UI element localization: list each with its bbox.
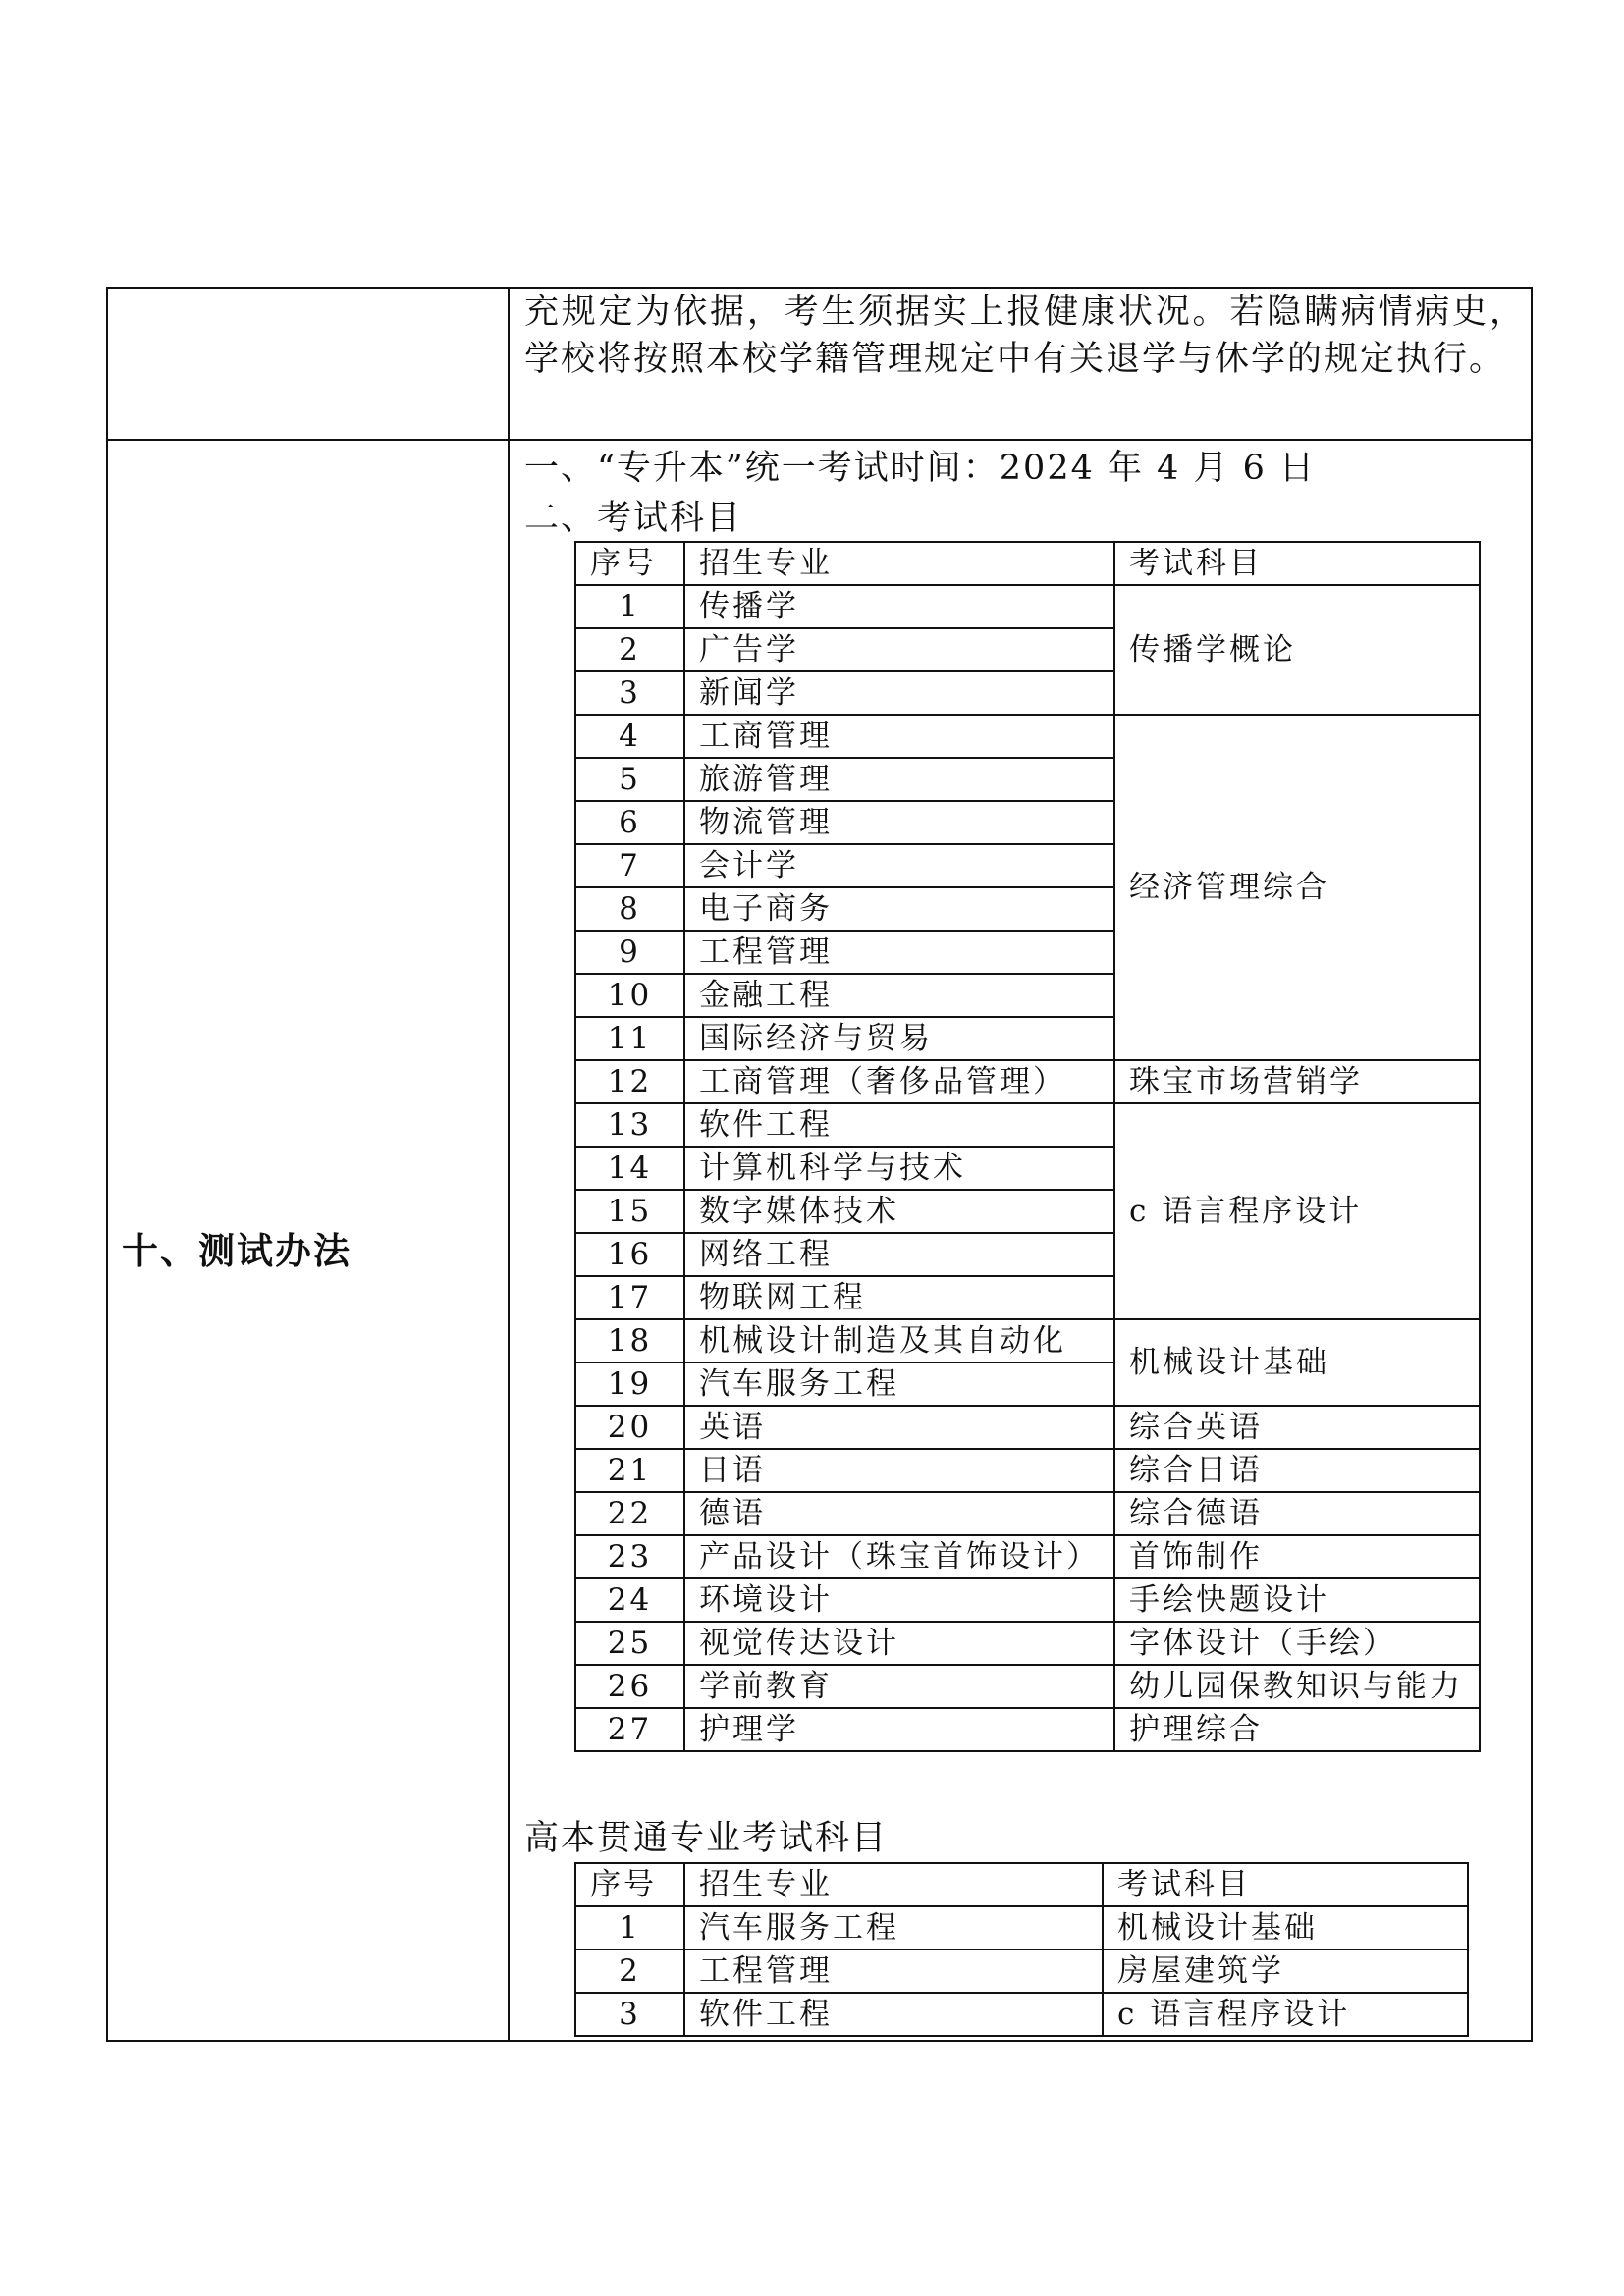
row-number: 4 bbox=[575, 715, 684, 758]
major-cell: 德语 bbox=[684, 1492, 1114, 1535]
row-number: 22 bbox=[575, 1492, 684, 1535]
subject-cell: c 语言程序设计 bbox=[1114, 1103, 1480, 1319]
row-number: 7 bbox=[575, 844, 684, 887]
row-number: 17 bbox=[575, 1276, 684, 1319]
major-cell: 旅游管理 bbox=[684, 758, 1114, 801]
outer-table bbox=[106, 287, 1533, 2042]
table-header-row bbox=[575, 542, 1480, 585]
table-row bbox=[575, 1906, 1468, 1949]
table-row bbox=[575, 1492, 1480, 1535]
table-row bbox=[575, 1449, 1480, 1492]
row-number: 13 bbox=[575, 1103, 684, 1147]
table-row bbox=[575, 1578, 1480, 1622]
subject-cell: 综合德语 bbox=[1114, 1492, 1480, 1535]
row-number: 3 bbox=[575, 1993, 684, 2036]
row-number: 19 bbox=[575, 1362, 684, 1406]
major-cell: 计算机科学与技术 bbox=[684, 1147, 1114, 1190]
row-number: 24 bbox=[575, 1578, 684, 1622]
major-cell: 广告学 bbox=[684, 628, 1114, 671]
major-cell: 产品设计（珠宝首饰设计） bbox=[684, 1535, 1114, 1578]
major-cell: 数字媒体技术 bbox=[684, 1190, 1114, 1233]
row-number: 12 bbox=[575, 1060, 684, 1103]
major-cell: 金融工程 bbox=[684, 974, 1114, 1017]
row-number: 16 bbox=[575, 1233, 684, 1276]
table-row bbox=[575, 1993, 1468, 2036]
major-cell: 会计学 bbox=[684, 844, 1114, 887]
subject-cell: 幼儿园保教知识与能力 bbox=[1114, 1665, 1480, 1708]
row-number: 25 bbox=[575, 1622, 684, 1665]
major-cell: 日语 bbox=[684, 1449, 1114, 1492]
major-cell: 英语 bbox=[684, 1406, 1114, 1449]
row-number: 11 bbox=[575, 1017, 684, 1060]
table-row bbox=[575, 1535, 1480, 1578]
header-major: 招生专业 bbox=[684, 1863, 1103, 1906]
hb-heading: 高本贯通专业考试科目 bbox=[524, 1819, 889, 1858]
table-row bbox=[575, 1622, 1480, 1665]
exam-subjects-table bbox=[574, 541, 1481, 1752]
major-cell: 物流管理 bbox=[684, 801, 1114, 844]
subject-cell: 机械设计基础 bbox=[1103, 1906, 1468, 1949]
row-number: 26 bbox=[575, 1665, 684, 1708]
header-subject: 考试科目 bbox=[1103, 1863, 1468, 1906]
major-cell: 工程管理 bbox=[684, 1949, 1103, 1993]
section-label: 十、测试办法 bbox=[122, 1230, 352, 1272]
subject-cell: 房屋建筑学 bbox=[1103, 1949, 1468, 1993]
row-number: 3 bbox=[575, 671, 684, 715]
column-divider bbox=[508, 289, 510, 2040]
major-cell: 软件工程 bbox=[684, 1993, 1103, 2036]
major-cell: 工程管理 bbox=[684, 931, 1114, 974]
major-cell: 传播学 bbox=[684, 585, 1114, 628]
row-number: 5 bbox=[575, 758, 684, 801]
subject-cell: 综合英语 bbox=[1114, 1406, 1480, 1449]
header-subject: 考试科目 bbox=[1114, 542, 1480, 585]
table-header-row bbox=[575, 1863, 1468, 1906]
major-cell: 汽车服务工程 bbox=[684, 1362, 1114, 1406]
table-row bbox=[575, 1406, 1480, 1449]
subject-cell: 传播学概论 bbox=[1114, 585, 1480, 715]
row-number: 14 bbox=[575, 1147, 684, 1190]
row-number: 27 bbox=[575, 1708, 684, 1751]
major-cell: 工商管理（奢侈品管理） bbox=[684, 1060, 1114, 1103]
major-cell: 机械设计制造及其自动化 bbox=[684, 1319, 1114, 1362]
hb-subjects-table bbox=[574, 1862, 1469, 2037]
exam-time-line: 一、“专升本”统一考试时间：2024 年 4 月 6 日 bbox=[524, 449, 1317, 488]
subject-cell: 字体设计（手绘） bbox=[1114, 1622, 1480, 1665]
row-number: 20 bbox=[575, 1406, 684, 1449]
header-no: 序号 bbox=[575, 542, 684, 585]
major-cell: 网络工程 bbox=[684, 1233, 1114, 1276]
row-number: 8 bbox=[575, 887, 684, 931]
row-number: 2 bbox=[575, 1949, 684, 1993]
row-number: 21 bbox=[575, 1449, 684, 1492]
row-number: 1 bbox=[575, 585, 684, 628]
header-no: 序号 bbox=[575, 1863, 684, 1906]
major-cell: 电子商务 bbox=[684, 887, 1114, 931]
table-row bbox=[575, 1665, 1480, 1708]
major-cell: 新闻学 bbox=[684, 671, 1114, 715]
table-row bbox=[575, 1949, 1468, 1993]
subject-cell: 护理综合 bbox=[1114, 1708, 1480, 1751]
table-row bbox=[575, 715, 1480, 758]
subject-cell: c 语言程序设计 bbox=[1103, 1993, 1468, 2036]
row-number: 9 bbox=[575, 931, 684, 974]
subject-cell: 综合日语 bbox=[1114, 1449, 1480, 1492]
subject-cell: 珠宝市场营销学 bbox=[1114, 1060, 1480, 1103]
row-number: 2 bbox=[575, 628, 684, 671]
major-cell: 软件工程 bbox=[684, 1103, 1114, 1147]
row-number: 6 bbox=[575, 801, 684, 844]
table-row bbox=[575, 1103, 1480, 1147]
row-number: 15 bbox=[575, 1190, 684, 1233]
major-cell: 环境设计 bbox=[684, 1578, 1114, 1622]
major-cell: 护理学 bbox=[684, 1708, 1114, 1751]
major-cell: 工商管理 bbox=[684, 715, 1114, 758]
major-cell: 国际经济与贸易 bbox=[684, 1017, 1114, 1060]
major-cell: 学前教育 bbox=[684, 1665, 1114, 1708]
major-cell: 汽车服务工程 bbox=[684, 1906, 1103, 1949]
subject-cell: 经济管理综合 bbox=[1114, 715, 1480, 1060]
subject-cell: 机械设计基础 bbox=[1114, 1319, 1480, 1406]
continuation-text: 充规定为依据，考生须据实上报健康状况。若隐瞒病情病史，学校将按照本校学籍管理规定中有关退学与休学的规定执行。 bbox=[524, 293, 1526, 379]
table-row bbox=[575, 1319, 1480, 1362]
table-row bbox=[575, 1708, 1480, 1751]
major-cell: 物联网工程 bbox=[684, 1276, 1114, 1319]
header-major: 招生专业 bbox=[684, 542, 1114, 585]
major-cell: 视觉传达设计 bbox=[684, 1622, 1114, 1665]
subject-cell: 手绘快题设计 bbox=[1114, 1578, 1480, 1622]
row-number: 18 bbox=[575, 1319, 684, 1362]
subject-cell: 首饰制作 bbox=[1114, 1535, 1480, 1578]
row-number: 1 bbox=[575, 1906, 684, 1949]
row-number: 23 bbox=[575, 1535, 684, 1578]
table-row bbox=[575, 585, 1480, 628]
row-number: 10 bbox=[575, 974, 684, 1017]
subjects-heading: 二、考试科目 bbox=[524, 499, 743, 538]
table-row bbox=[575, 1060, 1480, 1103]
